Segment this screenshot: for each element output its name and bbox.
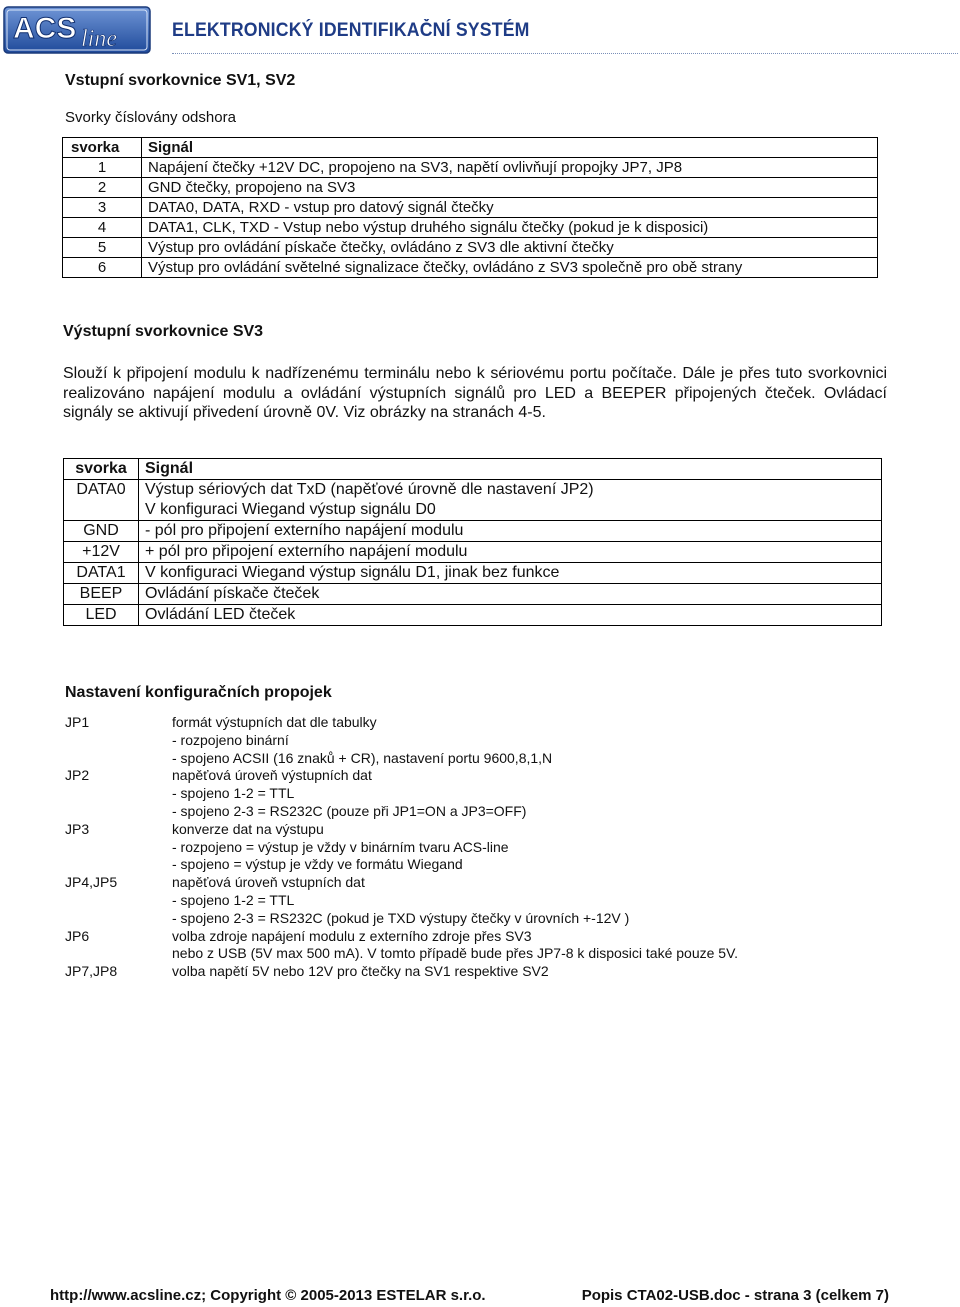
terminal-number: 5 [63, 238, 142, 258]
list-item [65, 821, 925, 874]
terminal-name: BEEP [64, 584, 139, 605]
table-row [63, 218, 878, 238]
terminal-name: DATA1 [64, 563, 139, 584]
table-row [63, 158, 878, 178]
jumper-line: - spojeno 2-3 = RS232C (pouze při JP1=ON a JP3=OFF) [172, 802, 527, 819]
jumper-line: - spojeno ACSII (16 znaků + CR), nastavení portu 9600,8,1,N [172, 749, 553, 766]
terminal-number: 4 [63, 218, 142, 238]
jumper-line: - spojeno = výstup je vždy ve formátu Wiegand [172, 856, 463, 873]
terminal-name: +12V [64, 542, 139, 563]
signal-description: + pól pro připojení externího napájení modulu [139, 542, 882, 563]
table-row [64, 563, 882, 584]
jumper-name: JP2 [65, 767, 90, 784]
terminal-number: 3 [63, 198, 142, 218]
jumper-name: JP1 [65, 714, 90, 730]
svg-text:ACS: ACS [13, 12, 77, 45]
signal-line: Výstup sériových dat TxD (napěťové úrovně dle nastavení JP2) [145, 481, 594, 498]
terminal-number: 6 [63, 258, 142, 278]
jumper-line: - spojeno 1-2 = TTL [172, 891, 295, 908]
output-terminal-table [63, 458, 882, 626]
column-header-terminal: svorka [64, 459, 139, 480]
column-header-signal: Signál [142, 138, 878, 158]
signal-description: Ovládání pískače čteček [139, 584, 882, 605]
jumper-line: napěťová úroveň vstupních dat [172, 874, 365, 891]
list-item [65, 874, 925, 927]
list-item [65, 714, 925, 767]
table-row [64, 521, 882, 542]
table-header-row [64, 459, 882, 480]
table-header-row [63, 138, 878, 158]
table-row [63, 198, 878, 218]
signal-description: - pól pro připojení externího napájení modulu [139, 521, 882, 542]
table-row [64, 605, 882, 626]
column-header-terminal: svorka [63, 138, 142, 158]
acs-line-logo [3, 6, 151, 54]
svg-text:line: line [81, 26, 117, 52]
signal-description: Výstup pro ovládání pískače čtečky, ovládáno z SV3 dle aktivní čtečky [142, 238, 878, 258]
jumper-line: formát výstupních dat dle tabulky [172, 714, 377, 730]
signal-description: Napájení čtečky +12V DC, propojeno na SV3, napětí ovlivňují propojky JP7, JP8 [142, 158, 878, 178]
jumper-line: napěťová úroveň výstupních dat [172, 767, 372, 784]
jumper-name: JP7,JP8 [65, 963, 118, 980]
terminal-name: GND [64, 521, 139, 542]
signal-line: V konfiguraci Wiegand výstup signálu D0 [145, 501, 436, 518]
section-heading-sv3: Výstupní svorkovnice SV3 [63, 323, 264, 340]
jumper-settings-list [65, 714, 925, 981]
terminal-number: 1 [63, 158, 142, 178]
table-row [63, 178, 878, 198]
input-terminal-table [62, 137, 878, 278]
terminal-name: LED [64, 605, 139, 626]
jumper-line: konverze dat na výstupu [172, 820, 324, 837]
section-heading-jumpers: Nastavení konfiguračních propojek [65, 684, 332, 701]
section-heading-sv1-sv2: Vstupní svorkovnice SV1, SV2 [65, 72, 296, 89]
table-row [64, 480, 882, 521]
list-item [65, 767, 925, 820]
signal-description: DATA0, DATA, RXD - vstup pro datový signál čtečky [142, 198, 878, 218]
jumper-line: nebo z USB (5V max 500 mA). V tomto případě bude přes JP7-8 k disposici také pouze 5V. [172, 945, 739, 962]
footer-copyright: http://www.acsline.cz; Copyright © 2005-2013 ESTELAR s.r.o. [50, 1287, 486, 1304]
terminal-numbering-note: Svorky číslovány odshora [65, 109, 236, 126]
sv3-description [63, 364, 887, 423]
terminal-name: DATA0 [64, 480, 139, 521]
jumper-name: JP6 [65, 927, 90, 944]
terminal-number: 2 [63, 178, 142, 198]
signal-description: DATA1, CLK, TXD - Vstup nebo výstup druhého signálu čtečky (pokud je k disposici) [142, 218, 878, 238]
table-row [64, 584, 882, 605]
column-header-signal: Signál [139, 459, 882, 480]
signal-description: Výstup pro ovládání světelné signalizace čtečky, ovládáno z SV3 společně pro obě strany [142, 258, 878, 278]
jumper-name: JP4,JP5 [65, 874, 118, 891]
signal-description: V konfiguraci Wiegand výstup signálu D1, jinak bez funkce [139, 563, 882, 584]
footer-page-info: Popis CTA02-USB.doc - strana 3 (celkem 7) [581, 1287, 889, 1304]
table-row [63, 238, 878, 258]
jumper-line: - spojeno 1-2 = TTL [172, 785, 295, 802]
jumper-name: JP3 [65, 820, 90, 837]
list-item [65, 963, 925, 981]
table-row [63, 258, 878, 278]
jumper-line: - rozpojeno binární [172, 731, 289, 748]
table-row [64, 542, 882, 563]
signal-description: Ovládání LED čteček [139, 605, 882, 626]
list-item [65, 928, 925, 964]
jumper-line: - spojeno 2-3 = RS232C (pokud je TXD výstupy čtečky v úrovních +-12V ) [172, 909, 630, 926]
signal-description [139, 480, 882, 521]
header-divider [172, 53, 958, 54]
sv3-paragraph: Slouží k připojení modulu k nadřízenému terminálu nebo k sériovému portu počítače. Dále je přes tuto svorkovnici realizováno napájení modulu a ovládání výstupních signálů pro LED a BEEPER připojených čteček. Ovládací signály se aktivují přivedení úrovně 0V. Viz obrázky na stranách 4-5. [63, 365, 887, 421]
document-title: ELEKTRONICKÝ IDENTIFIKAČNÍ SYSTÉM [172, 20, 530, 41]
jumper-line: - rozpojeno = výstup je vždy v binárním tvaru ACS-line [172, 838, 509, 855]
jumper-line: volba zdroje napájení modulu z externího zdroje přes SV3 [172, 927, 532, 944]
signal-description: GND čtečky, propojeno na SV3 [142, 178, 878, 198]
jumper-line: volba napětí 5V nebo 12V pro čtečky na SV1 respektive SV2 [172, 963, 549, 980]
